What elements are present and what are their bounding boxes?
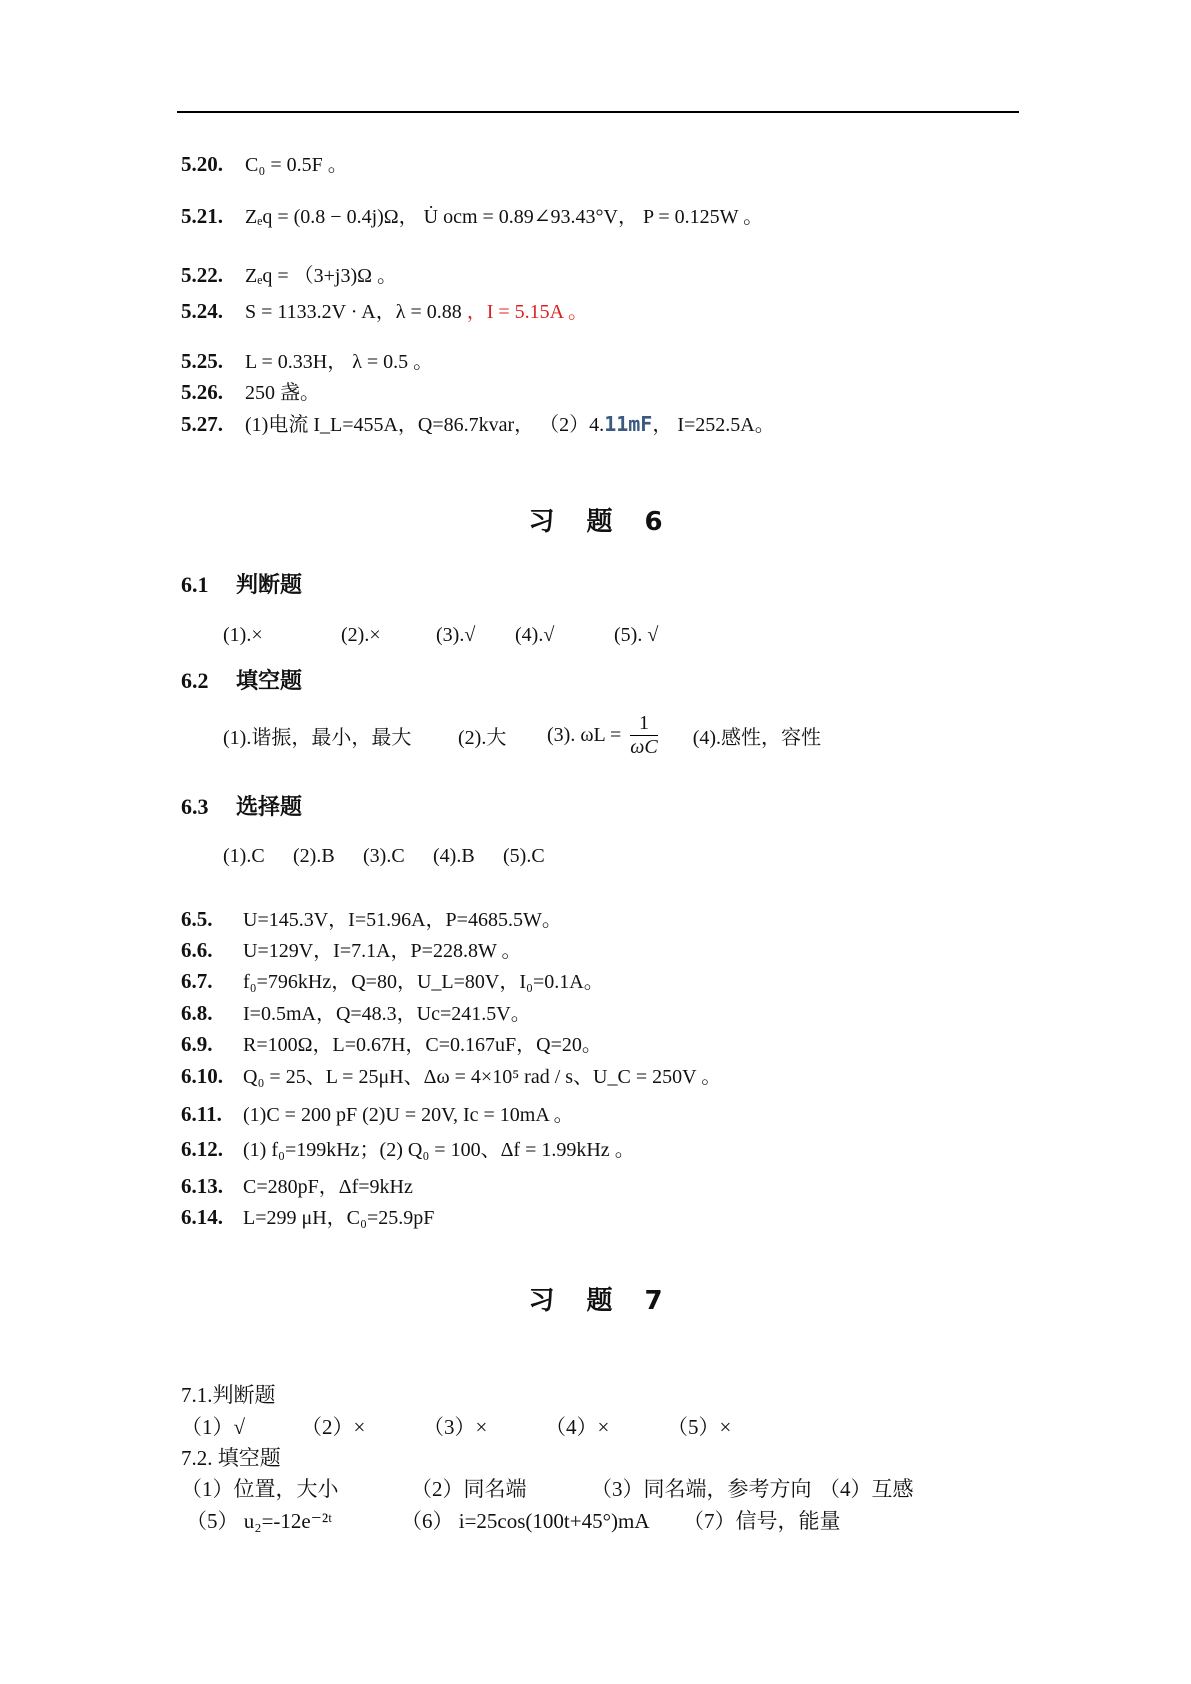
exercise-6-heading: 习 题 6 xyxy=(528,507,663,537)
answer-6-12: 6.12. (1) f₀=199kHz；(2) Q₀ = 100、Δf = 1.99kHz 。 xyxy=(181,1137,635,1161)
section-7-1-answers: （1）√ （2）× （3）× （4）× （5）× xyxy=(181,1415,732,1439)
answer-5-21: 5.21. Zₑq = (0.8 − 0.4j)Ω， U̇ ocm = 0.89∠93.43°V， P = 0.125W 。 xyxy=(181,204,764,228)
section-6-2-title: 6.2 填空题 xyxy=(181,668,303,694)
section-7-2-title: 7.2. 填空题 xyxy=(181,1446,281,1470)
answer-6-5: 6.5. U=145.3V，I=51.96A，P=4685.5W。 xyxy=(181,907,562,931)
answer-6-11: 6.11. (1)C = 200 pF (2)U = 20V, Ic = 10mA 。 xyxy=(181,1102,574,1126)
section-6-2-answers: (1).谐振，最小，最大 (2).大 (3). ωL = $\frac{1}{\omega C}$ (4).感性，容性 xyxy=(223,712,822,758)
answer-5-20: 5.20. C₀ = 0.5F 。 xyxy=(181,152,348,176)
answer-6-9: 6.9. R=100Ω，L=0.67H，C=0.167uF，Q=20。 xyxy=(181,1032,602,1056)
answer-5-24: 5.24. S = 1133.2V · A，λ = 0.88 ，I = 5.15A 。 xyxy=(181,299,588,323)
section-7-1-title: 7.1.判断题 xyxy=(181,1383,276,1407)
header-rule xyxy=(177,111,1019,113)
section-6-3-answers: (1).C (2).B (3).C (4).B (5).C xyxy=(223,845,545,867)
section-7-2-row1: （1）位置，大小 （2）同名端 （3）同名端，参考方向 （4）互感 xyxy=(181,1477,914,1501)
answer-5-25: 5.25. L = 0.33H， λ = 0.5 。 xyxy=(181,349,434,373)
section-6-1-title: 6.1 判断题 xyxy=(181,572,303,598)
answer-6-14: 6.14. L=299 μH，C₀=25.9pF xyxy=(181,1205,435,1229)
answer-6-6: 6.6. U=129V，I=7.1A，P=228.8W 。 xyxy=(181,938,522,962)
section-7-2-row2: （5） u₂=-12e⁻²ᵗ （6） i=25cos(100t+45°)mA （7）信号，能量 xyxy=(186,1509,841,1533)
answer-6-13: 6.13. C=280pF，Δf=9kHz xyxy=(181,1174,413,1198)
answer-6-7: 6.7. f₀=796kHz，Q=80，U_L=80V，I₀=0.1A。 xyxy=(181,969,604,993)
answer-5-26: 5.26. 250 盏。 xyxy=(181,380,320,404)
section-6-3-title: 6.3 选择题 xyxy=(181,794,303,820)
answer-5-22: 5.22. Zₑq = （3+j3)Ω 。 xyxy=(181,263,397,287)
section-6-1-answers: (1).× (2).× (3).√ (4).√ (5). √ xyxy=(223,624,659,646)
answer-6-10: 6.10. Q₀ = 25、L = 25μH、Δω = 4×10⁵ rad / s、U_C = 250V 。 xyxy=(181,1064,722,1088)
exercise-7-heading: 习 题 7 xyxy=(528,1286,663,1316)
answer-6-8: 6.8. I=0.5mA，Q=48.3，Uc=241.5V。 xyxy=(181,1001,531,1025)
fraction-1-over-omega-c: $\frac{1}{\omega C}$ xyxy=(630,712,658,758)
answer-5-27: 5.27. (1)电流 I_L=455A，Q=86.7kvar， （2）4.11mF， I=252.5A。 xyxy=(181,412,775,436)
